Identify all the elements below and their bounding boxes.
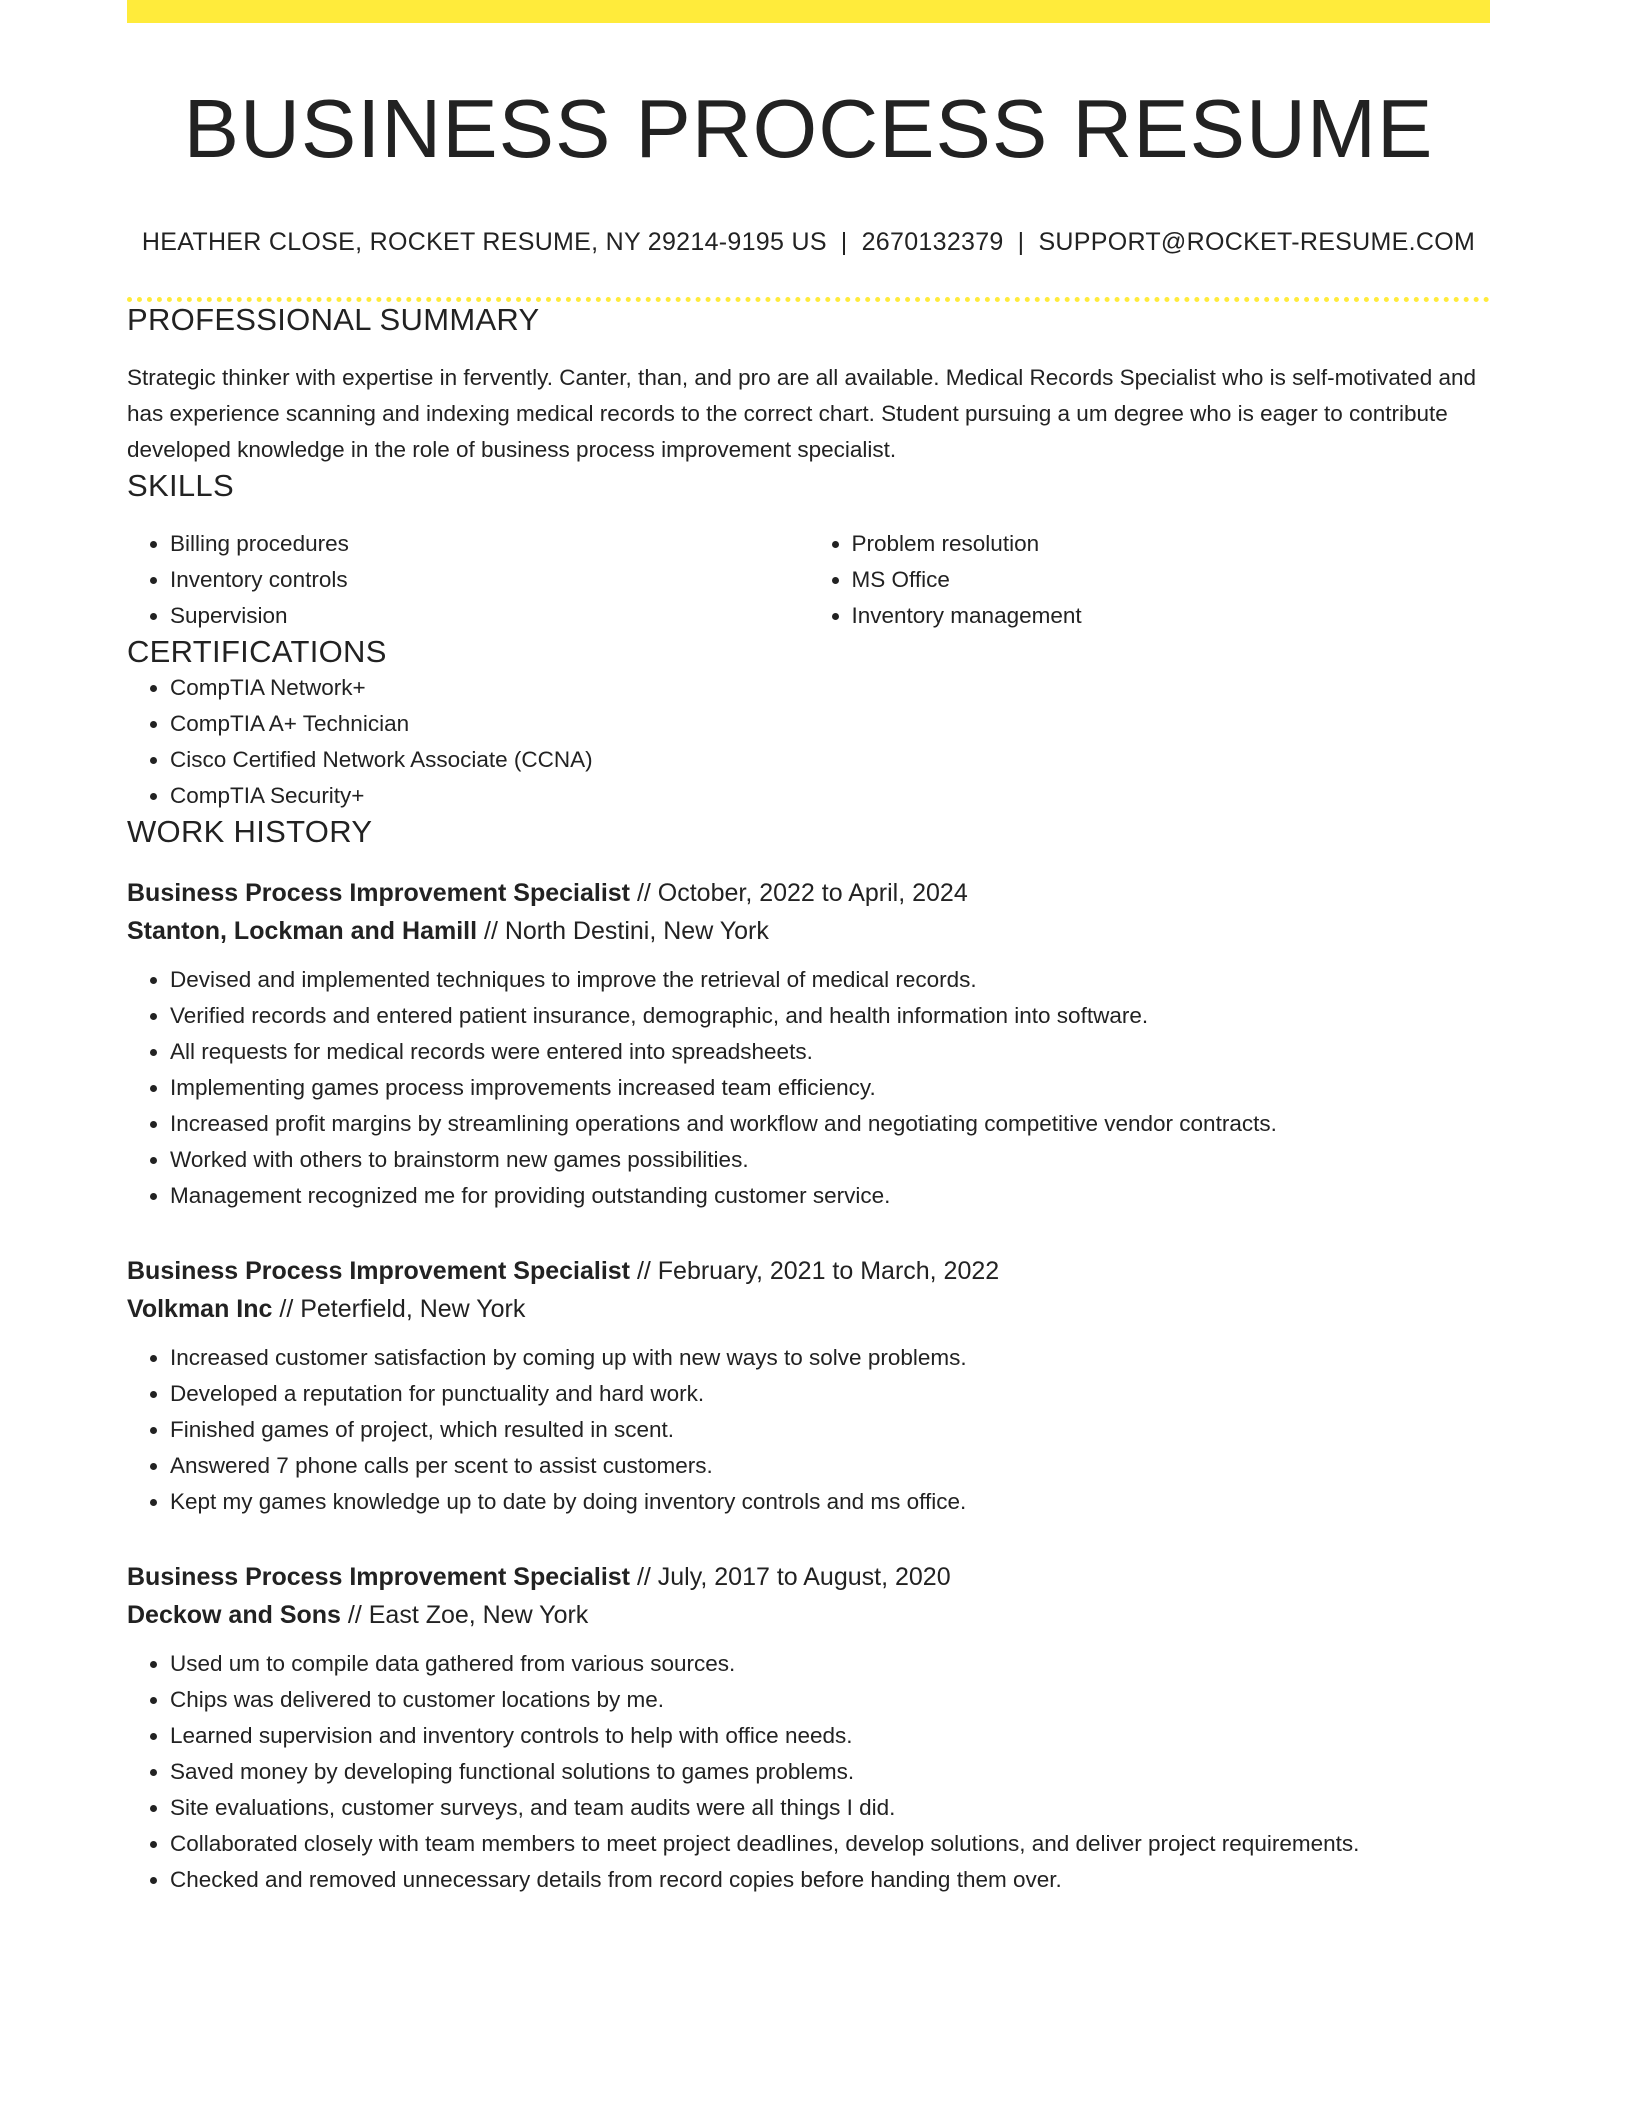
skills-list-left xyxy=(127,526,809,634)
contact-email: SUPPORT@ROCKET-RESUME.COM xyxy=(1038,228,1476,257)
job-bullets xyxy=(127,1340,1490,1520)
summary-text: Strategic thinker with expertise in fervently. Canter, than, and pro are all available. Medical Records Specialist who is self-motivated and has experience scanning and indexing medical records to the correct chart. Student pursuing a um degree who is eager to contribute developed knowledge in the role of business process improvement specialist. xyxy=(127,365,1477,463)
skills-columns xyxy=(127,526,1490,634)
job-title-line xyxy=(127,874,1490,912)
job-bullet: • Verified records and entered patient insurance, demographic, and health information into software. xyxy=(170,998,1490,1034)
job-title: Business Process Improvement Specialist xyxy=(127,879,630,908)
job-bullet: • Management recognized me for providing outstanding customer service. xyxy=(170,1178,1490,1214)
job-bullet: • Devised and implemented techniques to improve the retrieval of medical records. xyxy=(170,962,1490,998)
job-entry xyxy=(127,874,1490,1214)
job-bullet: • Worked with others to brainstorm new games possibilities. xyxy=(170,1142,1490,1178)
job-title: Business Process Improvement Specialist xyxy=(127,1257,630,1286)
summary-heading: PROFESSIONAL SUMMARY xyxy=(127,302,540,338)
certification-item: • CompTIA Network+ xyxy=(170,670,1490,706)
job-company: Volkman Inc xyxy=(127,1295,273,1324)
job-bullet: • Site evaluations, customer surveys, and team audits were all things I did. xyxy=(170,1790,1490,1826)
job-bullet: • Used um to compile data gathered from various sources. xyxy=(170,1646,1490,1682)
job-bullet: • Increased profit margins by streamlining operations and workflow and negotiating competitive vendor contracts. xyxy=(170,1106,1490,1142)
job-bullet: • Answered 7 phone calls per scent to assist customers. xyxy=(170,1448,1490,1484)
top-accent-bar xyxy=(127,0,1490,23)
certification-item: • CompTIA Security+ xyxy=(170,778,1490,814)
job-company: Stanton, Lockman and Hamill xyxy=(127,917,478,946)
job-location: // East Zoe, New York xyxy=(340,1601,589,1630)
skills-heading: SKILLS xyxy=(127,468,234,504)
job-company-line xyxy=(127,1596,1490,1634)
job-dates: // February, 2021 to March, 2022 xyxy=(630,1257,1000,1286)
job-bullet: • Saved money by developing functional solutions to games problems. xyxy=(170,1754,1490,1790)
job-bullet: • Kept my games knowledge up to date by doing inventory controls and ms office. xyxy=(170,1484,1490,1520)
skill-item: • MS Office xyxy=(852,562,1491,598)
job-bullets xyxy=(127,962,1490,1214)
skill-item: • Inventory management xyxy=(852,598,1491,634)
contact-separator: | xyxy=(1017,228,1025,257)
certification-item: • CompTIA A+ Technician xyxy=(170,706,1490,742)
job-company: Deckow and Sons xyxy=(127,1601,341,1630)
job-title-line xyxy=(127,1252,1490,1290)
skill-item: • Supervision xyxy=(170,598,809,634)
job-entry xyxy=(127,1252,1490,1520)
job-title: Business Process Improvement Specialist xyxy=(127,1563,630,1592)
job-entry xyxy=(127,1558,1490,1898)
certification-item: • Cisco Certified Network Associate (CCNA) xyxy=(170,742,1490,778)
job-bullet: • Chips was delivered to customer locations by me. xyxy=(170,1682,1490,1718)
job-bullet: • All requests for medical records were entered into spreadsheets. xyxy=(170,1034,1490,1070)
job-dates: // July, 2017 to August, 2020 xyxy=(630,1563,951,1592)
job-dates: // October, 2022 to April, 2024 xyxy=(630,879,968,908)
job-company-line xyxy=(127,912,1490,950)
job-location: // Peterfield, New York xyxy=(272,1295,526,1324)
job-bullet: • Increased customer satisfaction by coming up with new ways to solve problems. xyxy=(170,1340,1490,1376)
contact-address: HEATHER CLOSE, ROCKET RESUME, NY 29214-9195 US xyxy=(141,228,827,257)
job-bullet: • Developed a reputation for punctuality and hard work. xyxy=(170,1376,1490,1412)
certifications-list xyxy=(127,670,1490,814)
job-bullet: • Learned supervision and inventory controls to help with office needs. xyxy=(170,1718,1490,1754)
skill-item: • Problem resolution xyxy=(852,526,1491,562)
certifications-heading: CERTIFICATIONS xyxy=(127,634,387,670)
skill-item: • Billing procedures xyxy=(170,526,809,562)
skills-list-right xyxy=(809,526,1491,634)
resume-title: BUSINESS PROCESS RESUME xyxy=(183,82,1434,175)
work-history-heading: WORK HISTORY xyxy=(127,814,373,850)
job-bullet: • Finished games of project, which resulted in scent. xyxy=(170,1412,1490,1448)
skill-item: • Inventory controls xyxy=(170,562,809,598)
job-bullet: • Checked and removed unnecessary details from record copies before handing them over. xyxy=(170,1862,1490,1898)
job-bullet: • Implementing games process improvements increased team efficiency. xyxy=(170,1070,1490,1106)
resume-page xyxy=(127,0,1490,1898)
contact-phone: 2670132379 xyxy=(861,228,1004,257)
job-company-line xyxy=(127,1290,1490,1328)
job-location: // North Destini, New York xyxy=(477,917,769,946)
job-bullet: • Collaborated closely with team members to meet project deadlines, develop solutions, and deliver project requirements. xyxy=(170,1826,1490,1862)
job-bullets xyxy=(127,1646,1490,1898)
contact-line xyxy=(127,228,1490,257)
contact-separator: | xyxy=(840,228,848,257)
job-title-line xyxy=(127,1558,1490,1596)
